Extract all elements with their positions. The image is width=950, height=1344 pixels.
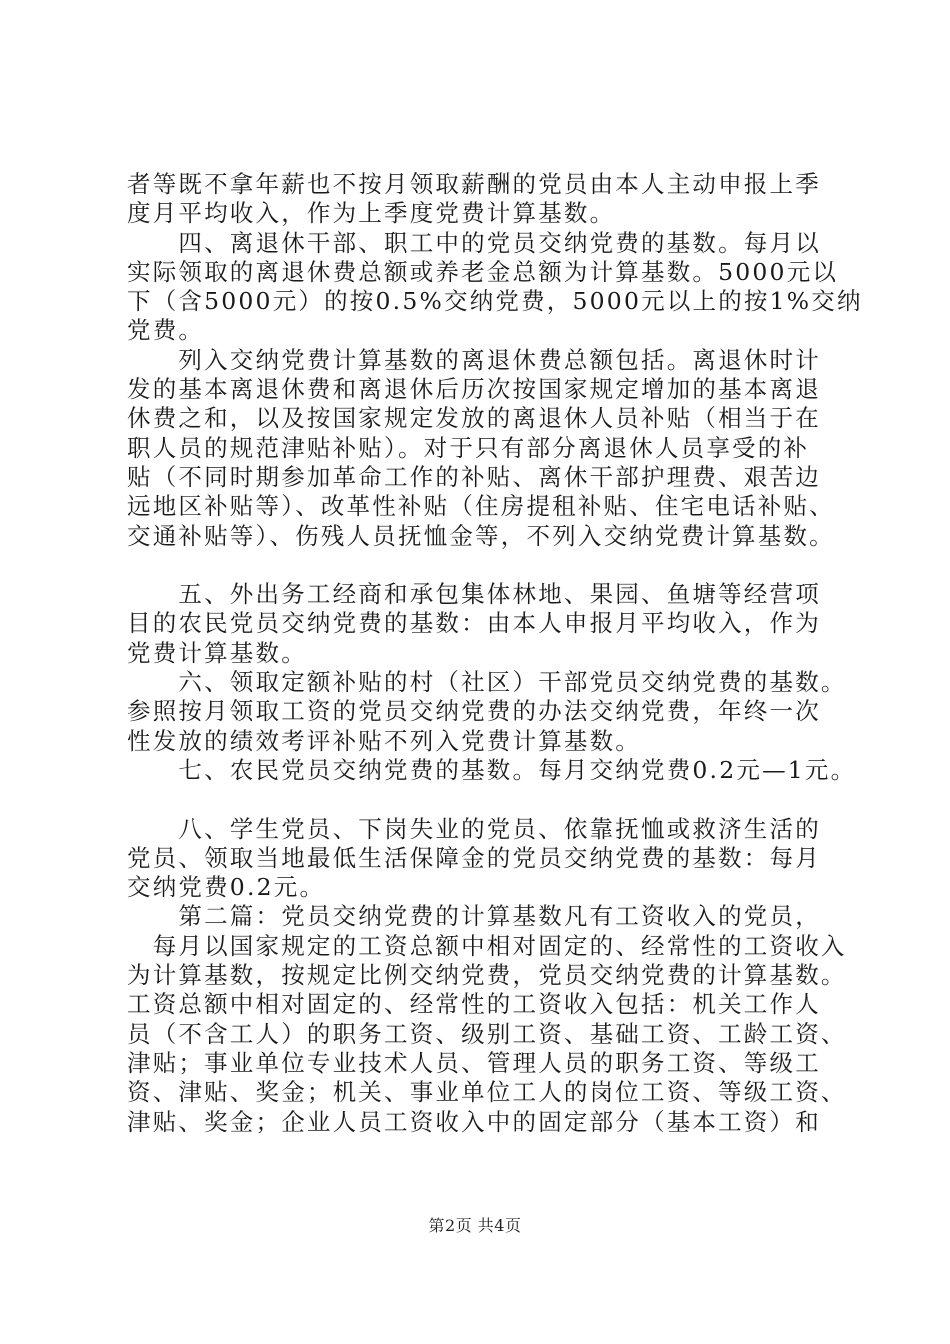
text-line: 员（不含工人）的职务工资、级别工资、基础工资、工龄工资、 <box>127 1019 847 1048</box>
text-line: 四、离退休干部、职工中的党员交纳党费的基数。每月以 <box>127 228 821 257</box>
text-line: 资、津贴、奖金；机关、事业单位工人的岗位工资、等级工资、 <box>127 1078 847 1107</box>
text-line: 度月平均收入，作为上季度党费计算基数。 <box>127 199 616 228</box>
text-line: 党员、领取当地最低生活保障金的党员交纳党费的基数：每月 <box>127 843 821 872</box>
text-line: 党费。 <box>127 316 205 345</box>
text-line: 津贴；事业单位专业技术人员、管理人员的职务工资、等级工 <box>127 1048 821 1077</box>
text-line: 八、学生党员、下岗失业的党员、依靠抚恤或救济生活的 <box>127 814 821 843</box>
text-line: 五、外出务工经商和承包集体林地、果园、鱼塘等经营项 <box>127 580 821 609</box>
text-line: 者等既不拿年薪也不按月领取薪酬的党员由本人主动申报上季 <box>127 170 821 198</box>
text-line: 第二篇：党员交纳党费的计算基数凡有工资收入的党员， <box>127 902 821 931</box>
text-line: 交纳党费0.2元。 <box>127 873 326 902</box>
text-line: 列入交纳党费计算基数的离退休费总额包括。离退休时计 <box>127 345 821 374</box>
text-line: 贴（不同时期参加革命工作的补贴、离休干部护理费、艰苦边 <box>127 462 821 491</box>
text-line: 每月以国家规定的工资总额中相对固定的、经常性的工资收入 <box>127 931 847 960</box>
text-line: 参照按月领取工资的党员交纳党费的办法交纳党费，年终一次 <box>127 697 821 726</box>
text-line: 休费之和，以及按国家规定发放的离退休人员补贴（相当于在 <box>127 404 821 433</box>
text-line: 党费计算基数。 <box>127 638 307 667</box>
paragraph-gap <box>127 551 839 580</box>
text-line: 目的农民党员交纳党费的基数：由本人申报月平均收入，作为 <box>127 609 821 638</box>
page-number-footer: 第2页 共4页 <box>428 1216 522 1235</box>
text-line: 实际领取的离退休费总额或养老金总额为计算基数。5000元以 <box>127 257 839 286</box>
document-body <box>127 170 863 1137</box>
text-line: 为计算基数，按规定比例交纳党费，党员交纳党费的计算基数。 <box>127 961 847 990</box>
text-line: 性发放的绩效考评补贴不列入党费计算基数。 <box>127 726 641 755</box>
text-line: 交通补贴等）、伤残人员抚恤金等，不列入交纳党费计算基数。 <box>127 521 835 550</box>
text-line: 七、农民党员交纳党费的基数。每月交纳党费0.2元—1元。 <box>127 755 857 784</box>
paragraph-gap <box>127 785 839 814</box>
text-line: 发的基本离退休费和离退休后历次按国家规定增加的基本离退 <box>127 375 821 404</box>
text-line: 六、领取定额补贴的村（社区）干部党员交纳党费的基数。 <box>127 668 847 697</box>
text-line: 津贴、奖金；企业人员工资收入中的固定部分（基本工资）和 <box>127 1107 821 1136</box>
text-line: 远地区补贴等）、改革性补贴（住房提租补贴、住宅电话补贴、 <box>127 492 835 521</box>
text-line: 下（含5000元）的按0.5%交纳党费，5000元以上的按1%交纳 <box>127 287 863 316</box>
text-line: 职人员的规范津贴补贴）。对于只有部分离退休人员享受的补 <box>127 433 810 462</box>
text-line: 工资总额中相对固定的、经常性的工资收入包括：机关工作人 <box>127 990 821 1019</box>
